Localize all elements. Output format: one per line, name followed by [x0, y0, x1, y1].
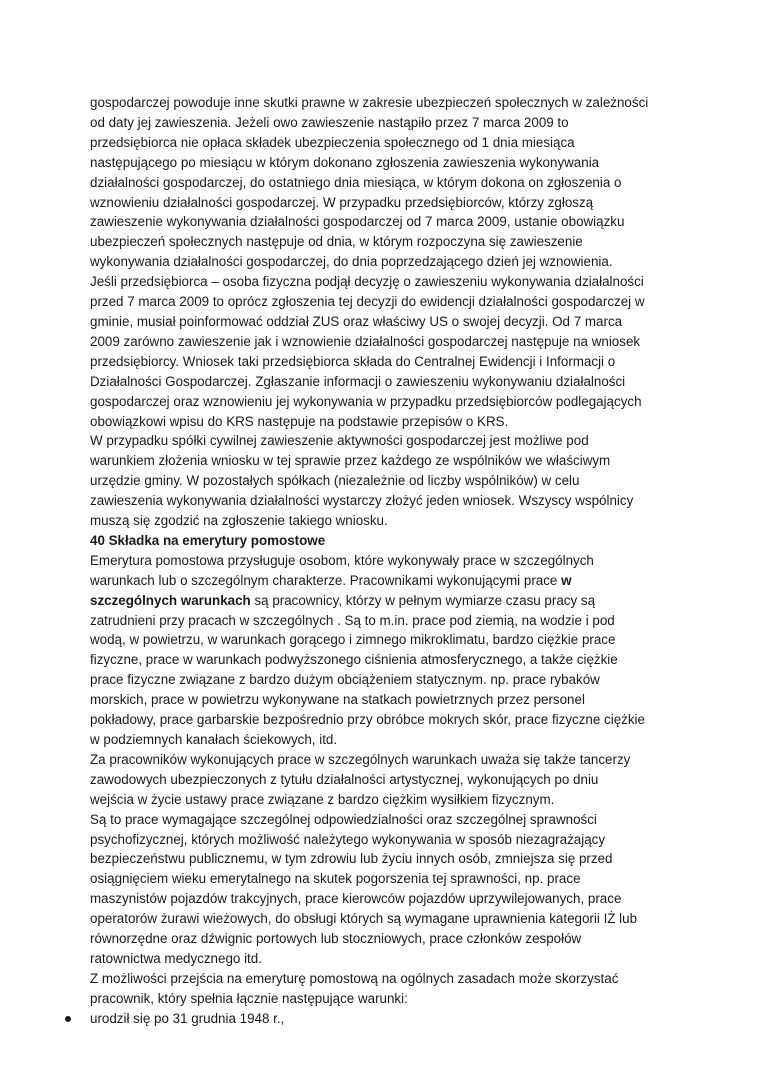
- bold-word: w: [561, 572, 572, 588]
- text-line: 2009 zarówno zawieszenie jak i wznowienie działalności gospodarczej następuje na wniosek: [90, 333, 641, 349]
- bullet-item: [90, 1009, 682, 1029]
- text-line: maszynistów pojazdów trakcyjnych, prace kierowców pojazdów uprzywilejowanych, prace: [90, 891, 622, 907]
- text-line: Są to prace wymagające szczególnej odpowiedzialności oraz szczególnej sprawności: [90, 811, 597, 827]
- text-line: Działalności Gospodarczej. Zgłaszanie informacji o zawieszeniu wykonywaniu działalności: [90, 373, 626, 389]
- text-line: osiągnięciem wieku emerytalnego na skutek pogorszenia tej sprawności, np. prace: [90, 871, 581, 887]
- text-line: od daty jej zawieszenia. Jeżeli owo zawieszenie nastąpiło przez 7 marca 2009 to: [90, 114, 569, 130]
- text-line: wodą, w powietrzu, w warunkach gorącego i zimnego mikroklimatu, bardzo ciężkie prace: [90, 632, 616, 648]
- text-line: Z możliwości przejścia na emeryturę pomostową na ogólnych zasadach może skorzystać: [90, 970, 619, 986]
- section-heading: 40 Składka na emerytury pomostowe: [90, 532, 326, 548]
- text-line: Jeśli przedsiębiorca – osoba fizyczna podjął decyzję o zawieszeniu wykonywania działalności: [90, 274, 644, 290]
- text-line: bezpieczeństwu publicznemu, w tym zdrowiu lub życiu innych osób, zmniejsza się przed: [90, 851, 613, 867]
- bullet-icon: [65, 1016, 71, 1022]
- document-page: [90, 93, 682, 1029]
- text-line: wykonywania działalności gospodarczej, do dnia poprzedzającego dzień jej wznowienia.: [90, 254, 613, 270]
- text-line: w podziemnych kanałach ściekowych, itd.: [90, 732, 338, 747]
- text-line: muszą się zgodzić na zgłoszenie takiego wniosku.: [90, 513, 388, 529]
- text-line: psychofizycznej, których możliwość należytego wykonywania w sposób niezagrażający: [90, 831, 606, 847]
- text-line: przedsiębiorca nie opłaca składek ubezpieczenia społecznego od 1 dnia miesiąca: [90, 134, 575, 150]
- text-line: prace fizyczne związane z bardzo dużym obciążeniem statycznym. np. prace rybaków: [90, 672, 600, 688]
- text-line: gospodarczej oraz wznowieniu jej wykonywania w przypadku przedsiębiorców podlegających: [90, 393, 642, 409]
- text-line: ratownictwa medycznego itd.: [90, 950, 262, 966]
- text-line: przed 7 marca 2009 to oprócz zgłoszenia tej decyzji do ewidencji działalności gospodarczej w: [90, 294, 645, 310]
- text-line: Za pracowników wykonujących prace w szczególnych warunkach uważa się także tancerzy: [90, 751, 631, 767]
- text-line: warunkiem złożenia wniosku w tej sprawie przez każdego ze wspólników we właściwym: [90, 453, 611, 469]
- text-segment: są pracownicy, którzy w pełnym wymiarze czasu pracy są: [250, 592, 596, 608]
- text-line: działalności gospodarczej, do ostatniego dnia miesiąca, w którym dokona on zgłoszenia o: [90, 174, 622, 190]
- text-line: zawodowych ubezpieczonych z tytułu działalności artystycznej, wykonujących po dniu: [90, 771, 599, 787]
- text-line: gospodarczej powoduje inne skutki prawne w zakresie ubezpieczeń społecznych w zależności: [90, 95, 649, 110]
- text-line: obowiązkowi wpisu do KRS następuje na podstawie przepisów o KRS.: [90, 413, 509, 429]
- text-line: morskich, prace w powietrzu wykonywane na statkach powietrznych przez personel: [90, 692, 585, 708]
- text-segment: warunkach lub o szczególnym charakterze. Pracownikami wykonującymi prace: [90, 572, 558, 588]
- text-line: Emerytura pomostowa przysługuje osobom, które wykonywały prace w szczególnych: [90, 552, 594, 568]
- text-line: zawieszenie wykonywania działalności gospodarczej od 7 marca 2009, ustanie obowiązku: [90, 214, 625, 230]
- text-line: następującego po miesiącu w którym dokonano zgłoszenia zawieszenia wykonywania: [90, 154, 600, 170]
- text-line: zawieszenia wykonywania działalności wystarczy złożyć jeden wniosek. Wszyscy wspólnicy: [90, 493, 634, 509]
- text-line: W przypadku spółki cywilnej zawieszenie aktywności gospodarczej jest możliwe pod: [90, 433, 589, 449]
- text-line: wejścia w życie ustawy prace związane z bardzo ciężkim wysiłkiem fizycznym.: [90, 791, 555, 807]
- text-line: przedsiębiorcy. Wniosek taki przedsiębiorca składa do Centralnej Ewidencji i Informacji o: [90, 353, 616, 369]
- text-line: urzędzie gminy. W pozostałych spółkach (niezależnie od liczby wspólników) w celu: [90, 473, 580, 489]
- text-line: wznowieniu działalności gospodarczej. W przypadku przedsiębiorców, którzy zgłoszą: [90, 194, 594, 210]
- text-line: gminie, musiał poinformować oddział ZUS oraz właściwy US o swojej decyzji. Od 7 marca: [90, 313, 623, 329]
- text-line: operatorów żurawi wieżowych, do obsługi których są wymagane uprawnienia kategorii IŻ lub: [90, 911, 638, 927]
- text-line: fizyczne, prace w warunkach podwyższonego ciśnienia atmosferycznego, a także ciężkie: [90, 652, 618, 668]
- text-line-mixed: [90, 571, 682, 591]
- bold-phrase: szczególnych warunkach: [90, 592, 251, 608]
- text-line: równorzędne oraz dźwignic portowych lub stoczniowych, prace członków zespołów: [90, 931, 582, 947]
- bullet-text: urodził się po 31 grudnia 1948 r.,: [90, 1010, 285, 1026]
- text-line: pokładowy, prace garbarskie bezpośrednio przy obróbce mokrych skór, prace fizyczne ciężkie: [90, 712, 645, 728]
- text-line: pracownik, który spełnia łącznie następujące warunki:: [90, 990, 408, 1006]
- text-line: ubezpieczeń społecznych następuje od dnia, w którym rozpoczyna się zawieszenie: [90, 234, 583, 250]
- text-line: zatrudnieni przy pracach w szczególnych . Są to m.in. prace pod ziemią, na wodzie i pod: [90, 612, 615, 628]
- text-line-mixed: [90, 591, 682, 611]
